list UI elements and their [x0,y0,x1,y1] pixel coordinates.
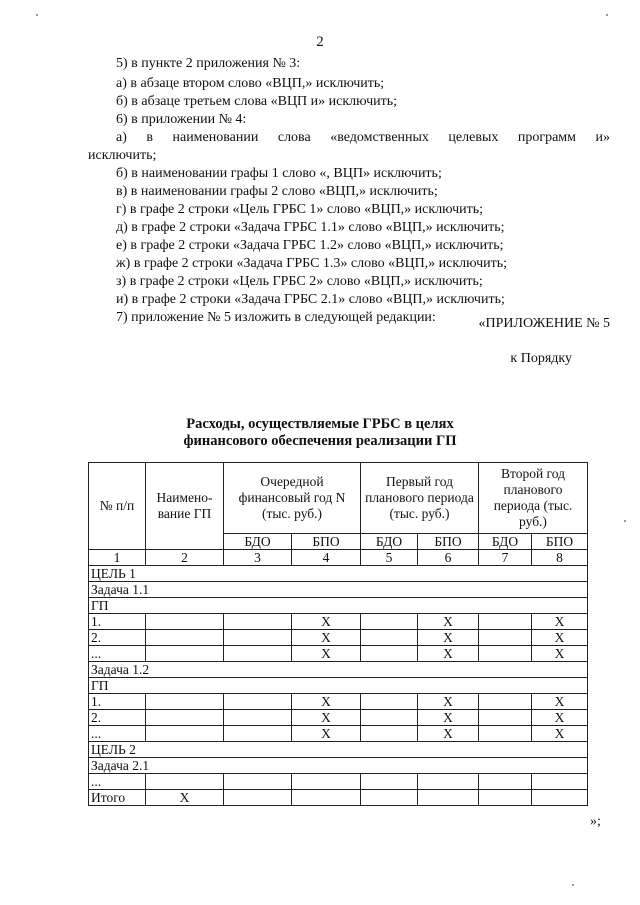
section-row [89,662,588,678]
cell-col-7 [479,630,532,646]
cell-col-4: X [292,710,361,726]
body-line-8: в) в наименовании графы 2 слово «ВЦП,» исключить; [116,184,438,199]
word: целевых [448,130,499,145]
body-line-9: г) в графе 2 строки «Цель ГРБС 1» слово «ВЦП,» исключить; [116,202,484,217]
table-title-line-1: Расходы, осуществляемые ГРБС в целях [186,416,454,432]
col-num-7: 7 [479,550,532,566]
cell-col-2 [146,710,224,726]
word: программ [517,130,577,145]
cell-col-6: X [418,630,479,646]
cell-col-7 [479,694,532,710]
cell-col-2 [146,726,224,742]
row-number: ... [89,646,146,662]
cell-col-8: X [532,614,588,630]
cell-col-4: X [292,630,361,646]
cell-col-5 [361,630,418,646]
row-number: 1. [89,694,146,710]
cell-col-4 [292,774,361,790]
table-row [89,630,588,646]
cell-col-8: X [532,694,588,710]
cell-col-4: X [292,726,361,742]
cell-col-3 [224,790,292,806]
header-num: № п/п [89,463,146,550]
table-header [89,463,588,566]
cell-col-6 [418,790,479,806]
row-number: ... [89,726,146,742]
section-row [89,582,588,598]
section-label: ГП [89,598,588,614]
col-num-6: 6 [418,550,479,566]
table-row [89,774,588,790]
cell-col-4: X [292,694,361,710]
row-number: 2. [89,630,146,646]
cell-col-3 [224,774,292,790]
cell-col-8: X [532,630,588,646]
cell-col-4: X [292,646,361,662]
cell-col-5 [361,646,418,662]
header-name: Наимено-вание ГП [146,463,224,550]
cell-col-3 [224,726,292,742]
col-num-1: 1 [89,550,146,566]
cell-col-7 [479,790,532,806]
cell-col-8: X [532,646,588,662]
header-year-n: Очередной финансовый год N (тыс. руб.) [224,463,361,534]
row-number: 1. [89,614,146,630]
cell-col-6 [418,774,479,790]
table-title-line-2: финансового обеспечения реализации ГП [183,433,457,449]
word: слова [277,130,311,145]
cell-col-8 [532,774,588,790]
sub-bpo-1: БПО [418,534,479,550]
word: и» [595,130,610,145]
cell-col-6: X [418,646,479,662]
word: а) [116,130,127,145]
cell-col-2 [146,630,224,646]
header-year-2: Второй год планового периода (тыс. руб.) [479,463,588,534]
body-line-14: и) в графе 2 строки «Задача ГРБС 2.1» слово «ВЦП,» исключить; [116,292,505,307]
closing-quote: »; [590,814,601,829]
expenses-table [88,462,588,806]
col-num-8: 8 [532,550,588,566]
cell-col-2 [146,614,224,630]
cell-col-2 [146,774,224,790]
appendix-subtitle: к Порядку [510,351,572,366]
cell-col-5 [361,726,418,742]
header-year-1: Первый год планового периода (тыс. руб.) [361,463,479,534]
cell-col-2 [146,646,224,662]
table-title [0,416,640,450]
cell-col-4 [292,790,361,806]
word: наименовании [172,130,259,145]
cell-col-8: X [532,710,588,726]
sub-bdo-2: БДО [479,534,532,550]
body-line-3: б) в абзаце третьем слова «ВЦП и» исключить; [116,94,397,109]
cell-col-6: X [418,726,479,742]
section-row [89,758,588,774]
cell-col-6: X [418,614,479,630]
cell-col-5 [361,694,418,710]
table-row [89,646,588,662]
scan-speck [572,884,574,886]
appendix-label: «ПРИЛОЖЕНИЕ № 5 [478,316,610,331]
cell-col-2 [146,694,224,710]
word: «ведомственных [330,130,429,145]
col-num-4: 4 [292,550,361,566]
cell-col-8: X [532,726,588,742]
body-line-11: е) в графе 2 строки «Задача ГРБС 1.2» слово «ВЦП,» исключить; [116,238,504,253]
cell-col-5 [361,774,418,790]
cell-col-6: X [418,694,479,710]
sub-bpo-n: БПО [292,534,361,550]
body-line-2: а) в абзаце втором слово «ВЦП,» исключить; [116,76,385,91]
section-label: ГП [89,678,588,694]
cell-col-7 [479,774,532,790]
cell-col-6: X [418,710,479,726]
section-label: Задача 1.1 [89,582,588,598]
body-line-1: 5) в пункте 2 приложения № 3: [116,56,301,71]
cell-col-7 [479,710,532,726]
body-line-6: исключить; [88,148,157,163]
cell-col-4: X [292,614,361,630]
body-line-10: д) в графе 2 строки «Задача ГРБС 1.1» слово «ВЦП,» исключить; [116,220,505,235]
cell-col-3 [224,646,292,662]
cell-col-3 [224,614,292,630]
cell-col-3 [224,710,292,726]
scan-speck [624,520,626,522]
section-row [89,566,588,582]
scan-speck [36,14,38,16]
cell-col-5 [361,710,418,726]
word: в [146,130,153,145]
section-row [89,598,588,614]
section-label: Задача 2.1 [89,758,588,774]
cell-col-2: X [146,790,224,806]
cell-col-8 [532,790,588,806]
sub-bpo-2: БПО [532,534,588,550]
table-row [89,790,588,806]
col-num-5: 5 [361,550,418,566]
row-number: Итого [89,790,146,806]
page-number: 2 [316,34,324,50]
cell-col-7 [479,646,532,662]
cell-col-5 [361,790,418,806]
cell-col-5 [361,614,418,630]
body-line-13: з) в графе 2 строки «Цель ГРБС 2» слово «ВЦП,» исключить; [116,274,483,289]
cell-col-3 [224,694,292,710]
row-number: ... [89,774,146,790]
col-num-3: 3 [224,550,292,566]
section-label: ЦЕЛЬ 1 [89,566,588,582]
section-row [89,678,588,694]
body-line-15: 7) приложение № 5 изложить в следующей редакции: [116,310,436,325]
body-line-5-justified [116,129,610,146]
body-line-12: ж) в графе 2 строки «Задача ГРБС 1.3» слово «ВЦП,» исключить; [116,256,508,271]
cell-col-3 [224,630,292,646]
section-label: ЦЕЛЬ 2 [89,742,588,758]
body-line-7: б) в наименовании графы 1 слово «, ВЦП» исключить; [116,166,442,181]
table-body [89,566,588,806]
col-num-2: 2 [146,550,224,566]
table-row [89,726,588,742]
table-row [89,614,588,630]
row-number: 2. [89,710,146,726]
sub-bdo-1: БДО [361,534,418,550]
body-line-4: 6) в приложении № 4: [116,112,247,127]
scan-speck [606,14,608,16]
cell-col-7 [479,614,532,630]
sub-bdo-n: БДО [224,534,292,550]
section-row [89,742,588,758]
table-row [89,694,588,710]
cell-col-7 [479,726,532,742]
table-row [89,710,588,726]
section-label: Задача 1.2 [89,662,588,678]
